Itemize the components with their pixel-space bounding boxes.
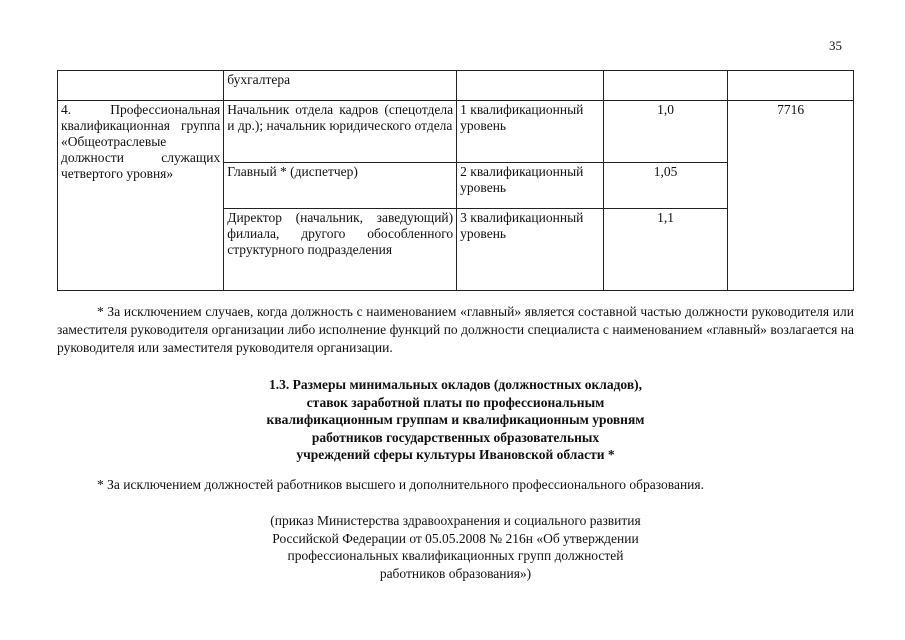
table-cell-salary-empty — [728, 71, 854, 101]
table-cell-level: 3 квалификационный уровень — [457, 209, 604, 291]
order-reference-line: работников образования») — [379, 565, 532, 581]
table-cell-professional-group — [58, 101, 224, 291]
table-cell-position — [224, 101, 457, 163]
section-heading — [57, 376, 854, 464]
table-cell-level: 2 квалификационный уровень — [457, 163, 604, 209]
table-cell-position: бухгалтера — [224, 71, 457, 101]
footnote-main: * За исключением случаев, когда должность с наименованием «главный» является составной частью должности руководителя или заместителя руководителя организации либо исполнение функций по должности специалиста с наименованием «главный» возлагается на руководителя или заместителя руководителя организации. — [57, 304, 854, 355]
section-heading-line: ставок заработной платы по профессиональным — [306, 394, 605, 410]
table-cell-salary: 7716 — [728, 101, 854, 291]
page-number: 35 — [829, 38, 842, 53]
table-cell-position: Главный * (диспетчер) — [224, 163, 457, 209]
order-reference-line: Российской Федерации от 05.05.2008 № 216н «Об утверждении — [272, 530, 639, 546]
table-cell-group-empty — [58, 71, 224, 101]
section-heading-line: квалификационным группам и квалификационным уровням — [266, 412, 645, 427]
order-reference-line: (приказ Министерства здравоохранения и социального развития — [270, 513, 641, 528]
qualification-table — [57, 70, 854, 291]
table-cell-coefficient: 1,0 — [603, 101, 728, 163]
order-reference-line: профессиональных квалификационных групп должностей — [287, 548, 624, 563]
table-cell-coefficient: 1,1 — [603, 209, 728, 291]
table-cell-position — [224, 209, 457, 291]
footnote-exclusion: * За исключением должностей работников высшего и дополнительного профессионального образования. — [97, 477, 704, 492]
position-text: Директор (начальник, заведующий) филиала, другого обособленного структурного подразделения — [227, 210, 454, 257]
table-cell-level-empty — [457, 71, 604, 101]
professional-group-number: 4. Профессиональная — [61, 102, 221, 117]
table-cell-coefficient: 1,05 — [603, 163, 728, 209]
order-reference — [57, 512, 854, 582]
section-heading-line: учреждений сферы культуры Ивановской области * — [296, 447, 615, 462]
table-row — [58, 71, 854, 101]
section-heading-line: 1.3. Размеры минимальных окладов (должностных окладов), — [269, 377, 642, 392]
professional-group-name: квалификационная группа «Общеотраслевые должности служащих четвертого уровня» — [61, 118, 221, 181]
table-cell-level: 1 квалификационный уровень — [457, 101, 604, 163]
table-row — [58, 101, 854, 163]
position-text: Начальник отдела кадров (спецотдела и др.); начальник юридического отдела — [227, 102, 454, 133]
section-heading-line: работников государственных образовательных — [311, 429, 600, 445]
table-cell-coefficient-empty — [603, 71, 728, 101]
